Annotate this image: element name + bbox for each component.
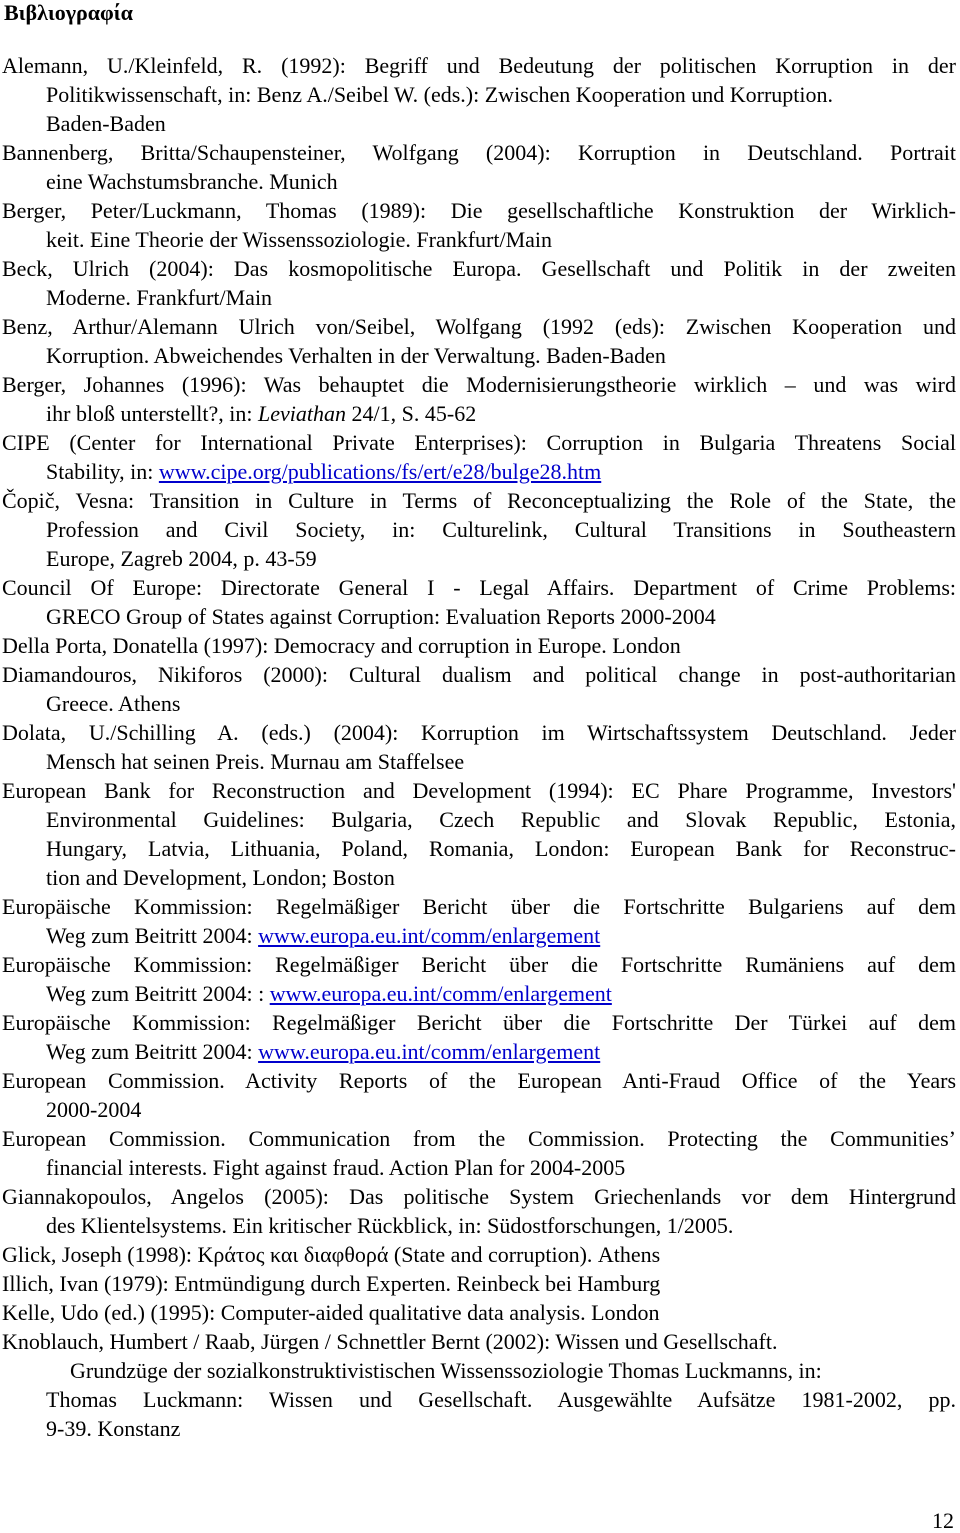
reference-line	[2, 370, 956, 399]
reference-text: Glick, Joseph (1998): Κράτος και διαφθορά (State and corruption). Athens	[2, 1242, 661, 1267]
reference-line	[2, 863, 956, 892]
reference-text: Korruption. Abweichendes Verhalten in der Verwaltung. Baden-Baden	[46, 343, 666, 368]
reference-entry	[2, 1182, 956, 1240]
reference-line	[2, 486, 956, 515]
reference-entry	[2, 1327, 956, 1443]
reference-text: 9-39. Konstanz	[46, 1416, 181, 1441]
reference-line	[2, 1298, 956, 1327]
reference-text: Greece. Athens	[46, 691, 181, 716]
reference-text: 2000-2004	[46, 1097, 142, 1122]
reference-line	[2, 138, 956, 167]
reference-line	[2, 1037, 956, 1066]
reference-line	[2, 718, 956, 747]
reference-text: Mensch hat seinen Preis. Murnau am Staffelsee	[46, 749, 465, 774]
reference-line	[2, 1182, 956, 1211]
reference-text: Berger, Johannes (1996): Was behauptet die Modernisierungstheorie wirklich – und was wird	[2, 372, 956, 397]
reference-text: Beck, Ulrich (2004): Das kosmopolitische Europa. Gesellschaft und Politik in der zweiten	[2, 256, 956, 281]
reference-line	[2, 950, 956, 979]
reference-entry	[2, 370, 956, 428]
reference-entry	[2, 196, 956, 254]
reference-line	[2, 1124, 956, 1153]
reference-text: European Commission. Communication from the Commission. Protecting the Communities’	[2, 1126, 956, 1151]
reference-entry	[2, 51, 956, 138]
reference-line	[2, 921, 956, 950]
reference-entry	[2, 892, 956, 950]
reference-line	[2, 515, 956, 544]
reference-entry	[2, 428, 956, 486]
reference-text: Thomas Luckmann: Wissen und Gesellschaft. Ausgewählte Aufsätze 1981-2002, pp.	[46, 1387, 956, 1412]
reference-text: Stability, in:	[46, 459, 159, 484]
reference-text: Illich, Ivan (1979): Entmündigung durch Experten. Reinbeck bei Hamburg	[2, 1271, 661, 1296]
reference-line	[2, 196, 956, 225]
reference-line	[2, 80, 956, 109]
reference-line	[2, 834, 956, 863]
reference-line	[2, 1385, 956, 1414]
reference-text: Della Porta, Donatella (1997): Democracy and corruption in Europe. London	[2, 633, 681, 658]
reference-text: Europäische Kommission: Regelmäßiger Bericht über die Fortschritte Rumäniens auf dem	[2, 952, 956, 977]
reference-link[interactable]: www.europa.eu.int/comm/enlargement	[258, 923, 601, 948]
reference-text: Bannenberg, Britta/Schaupensteiner, Wolfgang (2004): Korruption in Deutschland. Portrait	[2, 140, 956, 165]
reference-line	[2, 341, 956, 370]
reference-entry	[2, 631, 956, 660]
reference-entry	[2, 1066, 956, 1124]
reference-text: Europe, Zagreb 2004, p. 43-59	[46, 546, 317, 571]
reference-text: CIPE (Center for International Private Enterprises): Corruption in Bulgaria Threatens Social	[2, 430, 956, 455]
reference-entry	[2, 573, 956, 631]
reference-link[interactable]: www.europa.eu.int/comm/enlargement	[269, 981, 612, 1006]
reference-line	[2, 689, 956, 718]
reference-text: eine Wachstumsbranche. Munich	[46, 169, 338, 194]
reference-text: Dolata, U./Schilling A. (eds.) (2004): Korruption im Wirtschaftssystem Deutschland. Jeder	[2, 720, 956, 745]
reference-text: Hungary, Latvia, Lithuania, Poland, Romania, London: European Bank for Reconstruc-	[46, 836, 956, 861]
reference-line	[2, 283, 956, 312]
journal-title: Leviathan	[258, 401, 347, 426]
reference-text: tion and Development, London; Boston	[46, 865, 395, 890]
reference-text: Moderne. Frankfurt/Main	[46, 285, 273, 310]
reference-entry	[2, 660, 956, 718]
reference-line	[2, 457, 956, 486]
reference-line	[2, 573, 956, 602]
reference-text: des Klientelsystems. Ein kritischer Rückblick, in: Südostforschungen, 1/2005.	[46, 1213, 734, 1238]
reference-line	[2, 428, 956, 457]
reference-line	[2, 1356, 956, 1385]
reference-text: Kelle, Udo (ed.) (1995): Computer-aided qualitative data analysis. London	[2, 1300, 660, 1325]
reference-line	[2, 167, 956, 196]
reference-entry	[2, 138, 956, 196]
bibliography-heading: Βιβλιογραφία	[4, 0, 133, 25]
reference-text: Grundzüge der sozialkonstruktivistischen Wissenssoziologie Thomas Luckmanns, in:	[70, 1358, 822, 1383]
reference-text: Profession and Civil Society, in: Culturelink, Cultural Transitions in Southeastern	[46, 517, 956, 542]
reference-text: Environmental Guidelines: Bulgaria, Czech Republic and Slovak Republic, Estonia,	[46, 807, 956, 832]
reference-text: Alemann, U./Kleinfeld, R. (1992): Begriff und Bedeutung der politischen Korruption in der	[2, 53, 956, 78]
reference-entry	[2, 254, 956, 312]
reference-text: Berger, Peter/Luckmann, Thomas (1989): Die gesellschaftliche Konstruktion der Wirklich-	[2, 198, 956, 223]
reference-line	[2, 805, 956, 834]
reference-line	[2, 1240, 956, 1269]
reference-text: Europäische Kommission: Regelmäßiger Bericht über die Fortschritte Bulgariens auf dem	[2, 894, 956, 919]
reference-text: Weg zum Beitritt 2004:	[46, 923, 259, 948]
page-number: 12	[932, 1508, 954, 1533]
reference-text: ihr bloß unterstellt?, in:	[46, 401, 259, 426]
reference-entry	[2, 1269, 956, 1298]
reference-line	[2, 631, 956, 660]
reference-text: Giannakopoulos, Angelos (2005): Das politische System Griechenlands vor dem Hintergrund	[2, 1184, 956, 1209]
reference-line	[2, 399, 956, 428]
reference-line	[2, 1153, 956, 1182]
reference-text-tail: 24/1, S. 45-62	[346, 401, 477, 426]
reference-entry	[2, 718, 956, 776]
reference-line	[2, 776, 956, 805]
reference-text: Weg zum Beitritt 2004: :	[46, 981, 270, 1006]
reference-text: keit. Eine Theorie der Wissenssoziologie. Frankfurt/Main	[46, 227, 553, 252]
reference-line	[2, 602, 956, 631]
reference-text: Council Of Europe: Directorate General I - Legal Affairs. Department of Crime Problems:	[2, 575, 956, 600]
reference-text: Politikwissenschaft, in: Benz A./Seibel W. (eds.): Zwischen Kooperation und Korruption.	[46, 82, 834, 107]
reference-line	[2, 254, 956, 283]
reference-text: European Bank for Reconstruction and Development (1994): EC Phare Programme, Investors'	[2, 778, 956, 803]
reference-line	[2, 1211, 956, 1240]
reference-line	[2, 747, 956, 776]
reference-entry	[2, 1240, 956, 1269]
reference-line	[2, 660, 956, 689]
reference-text: Baden-Baden	[46, 111, 166, 136]
reference-entry	[2, 950, 956, 1008]
reference-line	[2, 225, 956, 254]
reference-text: financial interests. Fight against fraud. Action Plan for 2004-2005	[46, 1155, 626, 1180]
reference-line	[2, 109, 956, 138]
reference-list	[2, 51, 956, 1443]
reference-entry	[2, 1008, 956, 1066]
reference-line	[2, 312, 956, 341]
reference-line	[2, 892, 956, 921]
reference-line	[2, 1066, 956, 1095]
reference-text: GRECO Group of States against Corruption: Evaluation Reports 2000-2004	[46, 604, 716, 629]
reference-entry	[2, 312, 956, 370]
reference-entry	[2, 486, 956, 573]
reference-line	[2, 1414, 956, 1443]
reference-text: Europäische Kommission: Regelmäßiger Bericht über die Fortschritte Der Türkei auf dem	[2, 1010, 956, 1035]
reference-text: Benz, Arthur/Alemann Ulrich von/Seibel, Wolfgang (1992 (eds): Zwischen Kooperation und	[2, 314, 956, 339]
reference-entry	[2, 1124, 956, 1182]
reference-text: Čopič, Vesna: Transition in Culture in Terms of Reconceptualizing the Role of the State, the	[2, 488, 956, 513]
reference-line	[2, 1008, 956, 1037]
reference-link[interactable]: www.cipe.org/publications/fs/ert/e28/bulge28.htm	[158, 459, 602, 484]
reference-line	[2, 1269, 956, 1298]
reference-entry	[2, 776, 956, 892]
reference-line	[2, 1327, 956, 1356]
reference-line	[2, 979, 956, 1008]
reference-line	[2, 544, 956, 573]
reference-text: Knoblauch, Humbert / Raab, Jürgen / Schnettler Bernt (2002): Wissen und Gesellschaft.	[2, 1329, 778, 1354]
reference-text: Diamandouros, Nikiforos (2000): Cultural dualism and political change in post-authoritarian	[2, 662, 956, 687]
reference-line	[2, 1095, 956, 1124]
reference-link[interactable]: www.europa.eu.int/comm/enlargement	[258, 1039, 601, 1064]
reference-text: European Commission. Activity Reports of the European Anti-Fraud Office of the Years	[2, 1068, 956, 1093]
reference-entry	[2, 1298, 956, 1327]
reference-line	[2, 51, 956, 80]
reference-text: Weg zum Beitritt 2004:	[46, 1039, 259, 1064]
